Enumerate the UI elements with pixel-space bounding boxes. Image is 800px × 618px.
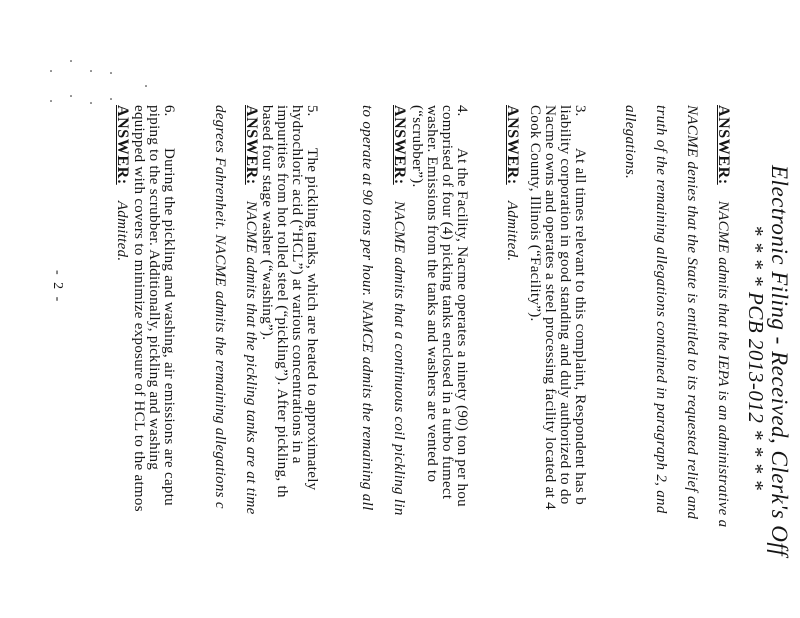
para6-number: 6.: [161, 105, 177, 117]
case-number-header: * * * * PCB 2013-012 * * * *: [744, 225, 768, 491]
para5-line: The pickling tanks, which are heated to approximately: [304, 148, 320, 491]
filing-header: Electronic Filing - Received, Clerk's Off: [767, 165, 792, 557]
para4-answer-line2: to operate at 90 tons per hour. NAMCE admits the remaining all: [359, 105, 375, 511]
para5-line: based four stage washer (“washing”).: [259, 105, 275, 341]
para6-answer: ANSWER: Admitted.: [114, 105, 131, 262]
para6-line: equipped with covers to minimize exposure of HCL to the atmos: [131, 105, 147, 512]
para4-line: At the Facility, Nacme operates a ninety (90) ton per hou: [454, 148, 470, 507]
para4-answer: ANSWER: NACME admits that a continuous coil pickling lin: [391, 105, 408, 516]
para4-number: 4.: [454, 105, 470, 117]
answer-label: ANSWER:: [243, 105, 260, 185]
para3-line: liability corporation in good standing and duly authorized to do: [557, 105, 573, 505]
para3-line: At all times relevant to this complaint, Respondent has b: [572, 148, 588, 506]
para4-line: washer. Emissions from the tanks and washers are vented to: [424, 105, 440, 483]
para3-line: Cook County, Illinois (“Facility”).: [527, 105, 543, 322]
top-answer-line: ANSWER: NACME admits that the IEPA is an administrative a: [715, 105, 732, 528]
para4-line: (“scrubber”).: [409, 105, 425, 188]
para5-answer-line2: degrees Fahrenheit. NACME admits the remaining allegations c: [212, 105, 228, 509]
answer-label: ANSWER:: [114, 105, 131, 185]
para3-line: Nacme owns and operates a steel processing facility located at 4: [542, 105, 558, 510]
para5-line: impurities from hot rolled steel (“pickling”). After pickling, th: [274, 105, 290, 498]
para4-line: comprised of four (4) picking tanks enclosed in a turbo fumect: [439, 105, 455, 500]
answer-label: ANSWER:: [504, 105, 521, 185]
top-answer-line3: truth of the remaining allegations contained in paragraph 2, and: [653, 105, 669, 514]
para5-answer: ANSWER: NACME admits that the pickling tanks are at time: [243, 105, 260, 515]
page-number: - 2 -: [50, 270, 65, 304]
para5-line: hydrochloric acid (“HCL”) at various concentrations in a: [289, 105, 305, 464]
para6-line: piping to the scrubber. Additionally, pickling and washing: [146, 105, 162, 471]
top-answer-line2: NACME denies that the State is entitled to its requested relief and: [684, 105, 700, 520]
top-answer-line4: allegations.: [622, 105, 638, 180]
para3-answer: ANSWER: Admitted.: [504, 105, 521, 262]
answer-label: ANSWER:: [391, 105, 408, 185]
para5-number: 5.: [304, 105, 320, 117]
answer-label: ANSWER:: [715, 105, 732, 185]
para3-number: 3.: [572, 105, 588, 117]
para6-line: During the pickling and washing, air emissions are captu: [161, 148, 177, 506]
